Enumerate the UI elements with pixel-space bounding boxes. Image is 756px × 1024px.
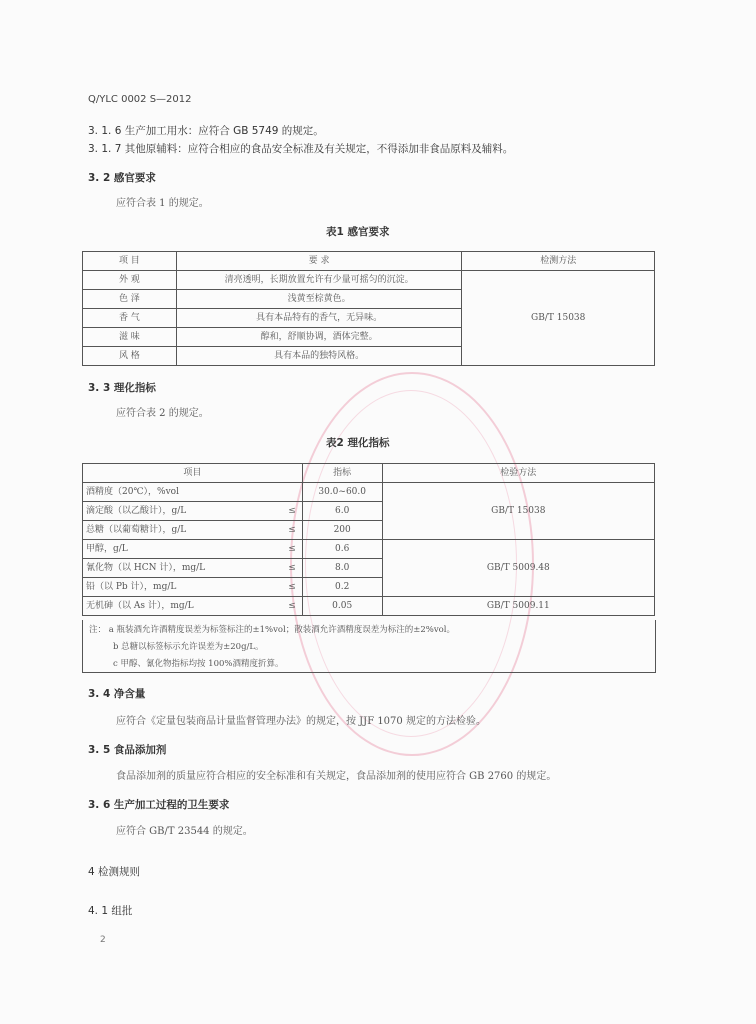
table1-item-cell: 滋 味 [83,328,177,347]
table2-value-cell: 30.0~60.0 [302,483,382,502]
table2-symbol-cell: ≤ [282,521,302,540]
table2-note-a: 注： a 瓶装酒允许酒精度误差为标签标注的±1%vol；散装酒允许酒精度误差为标注的±2%vol。 [89,625,455,635]
table2-item-cell: 总糖（以葡萄糖计），g/L [83,521,283,540]
table1-requirement-cell: 浅黄至棕黄色。 [176,290,462,309]
table1-requirement-cell: 具有本品特有的香气，无异味。 [176,309,462,328]
clause-3-1-6: 3. 1. 6 生产加工用水：应符合 GB 5749 的规定。 [88,125,324,137]
table2-caption: 表2 理化指标 [326,437,390,449]
section-4-heading: 4 检测规则 [88,866,141,878]
table2-value-cell: 6.0 [302,502,382,521]
table2-item-cell: 铅（以 Pb 计），mg/L [83,578,283,597]
page-number: 2 [100,935,106,945]
section-3-4-heading: 3. 4 净含量 [88,688,146,700]
table1-method-cell: GB/T 15038 [462,271,655,366]
section-3-2-body: 应符合表 1 的规定。 [116,198,209,209]
table2-item-cell: 滴定酸（以乙酸计），g/L [83,502,283,521]
table2-item-cell: 酒精度（20℃），%vol [83,483,303,502]
table2-value-cell: 0.05 [302,597,382,616]
table1-header-cell: 检测方法 [462,252,655,271]
section-3-5-heading: 3. 5 食品添加剂 [88,744,167,756]
table2-symbol-cell: ≤ [282,559,302,578]
table2-symbol-cell: ≤ [282,540,302,559]
table2-note-b: b 总糖以标签标示允许误差为±20g/L。 [113,642,264,652]
table1-requirement-cell: 具有本品的独特风格。 [176,347,462,366]
table1-sensory [82,251,655,366]
section-3-6-body: 应符合 GB/T 23544 的规定。 [116,826,253,837]
table-row [83,271,655,290]
table2-header-cell: 检验方法 [382,464,654,483]
table2-item-cell: 无机砷（以 As 计），mg/L [83,597,283,616]
table-row [83,540,655,559]
section-3-2-heading: 3. 2 感官要求 [88,172,156,184]
table-row [83,483,655,502]
table1-item-cell: 风 格 [83,347,177,366]
table2-method-cell: GB/T 5009.48 [382,540,654,597]
table2-symbol-cell: ≤ [282,578,302,597]
table2-value-cell: 0.2 [302,578,382,597]
table2-header-cell: 指标 [302,464,382,483]
table2-header-row [83,464,655,483]
table2-note-c: c 甲醇、氰化物指标均按 100%酒精度折算。 [113,659,284,669]
section-3-3-body: 应符合表 2 的规定。 [116,408,209,419]
table2-value-cell: 8.0 [302,559,382,578]
table-row [83,597,655,616]
table2-symbol-cell: ≤ [282,502,302,521]
table1-header-row [83,252,655,271]
table1-item-cell: 色 泽 [83,290,177,309]
table1-caption: 表1 感官要求 [326,226,390,238]
table1-header-cell: 项 目 [83,252,177,271]
table2-notes [82,620,656,673]
table2-item-cell: 甲醇，g/L [83,540,283,559]
clause-3-1-7: 3. 1. 7 其他原辅料：应符合相应的食品安全标准及有关规定，不得添加非食品原料及辅料。 [88,143,514,155]
table1-item-cell: 外 观 [83,271,177,290]
section-3-5-body: 食品添加剂的质量应符合相应的安全标准和有关规定，食品添加剂的使用应符合 GB 2760 的规定。 [116,771,557,782]
table1-item-cell: 香 气 [83,309,177,328]
table2-method-cell: GB/T 15038 [382,483,654,540]
table2-physicochemical [82,463,655,616]
table1-header-cell: 要 求 [176,252,462,271]
table2-method-cell: GB/T 5009.11 [382,597,654,616]
table1-requirement-cell: 醇和，舒顺协调，酒体完整。 [176,328,462,347]
table2-header-cell: 项目 [83,464,303,483]
standard-code-header: Q/YLC 0002 S—2012 [88,94,192,105]
table1-requirement-cell: 清亮透明，长期放置允许有少量可摇匀的沉淀。 [176,271,462,290]
section-4-1-heading: 4. 1 组批 [88,905,133,917]
table2-value-cell: 0.6 [302,540,382,559]
section-3-3-heading: 3. 3 理化指标 [88,382,156,394]
table2-item-cell: 氰化物（以 HCN 计），mg/L [83,559,283,578]
table2-symbol-cell: ≤ [282,597,302,616]
section-3-6-heading: 3. 6 生产加工过程的卫生要求 [88,799,230,811]
table2-value-cell: 200 [302,521,382,540]
section-3-4-body: 应符合《定量包装商品计量监督管理办法》的规定，按 JJF 1070 规定的方法检验。 [116,716,486,727]
